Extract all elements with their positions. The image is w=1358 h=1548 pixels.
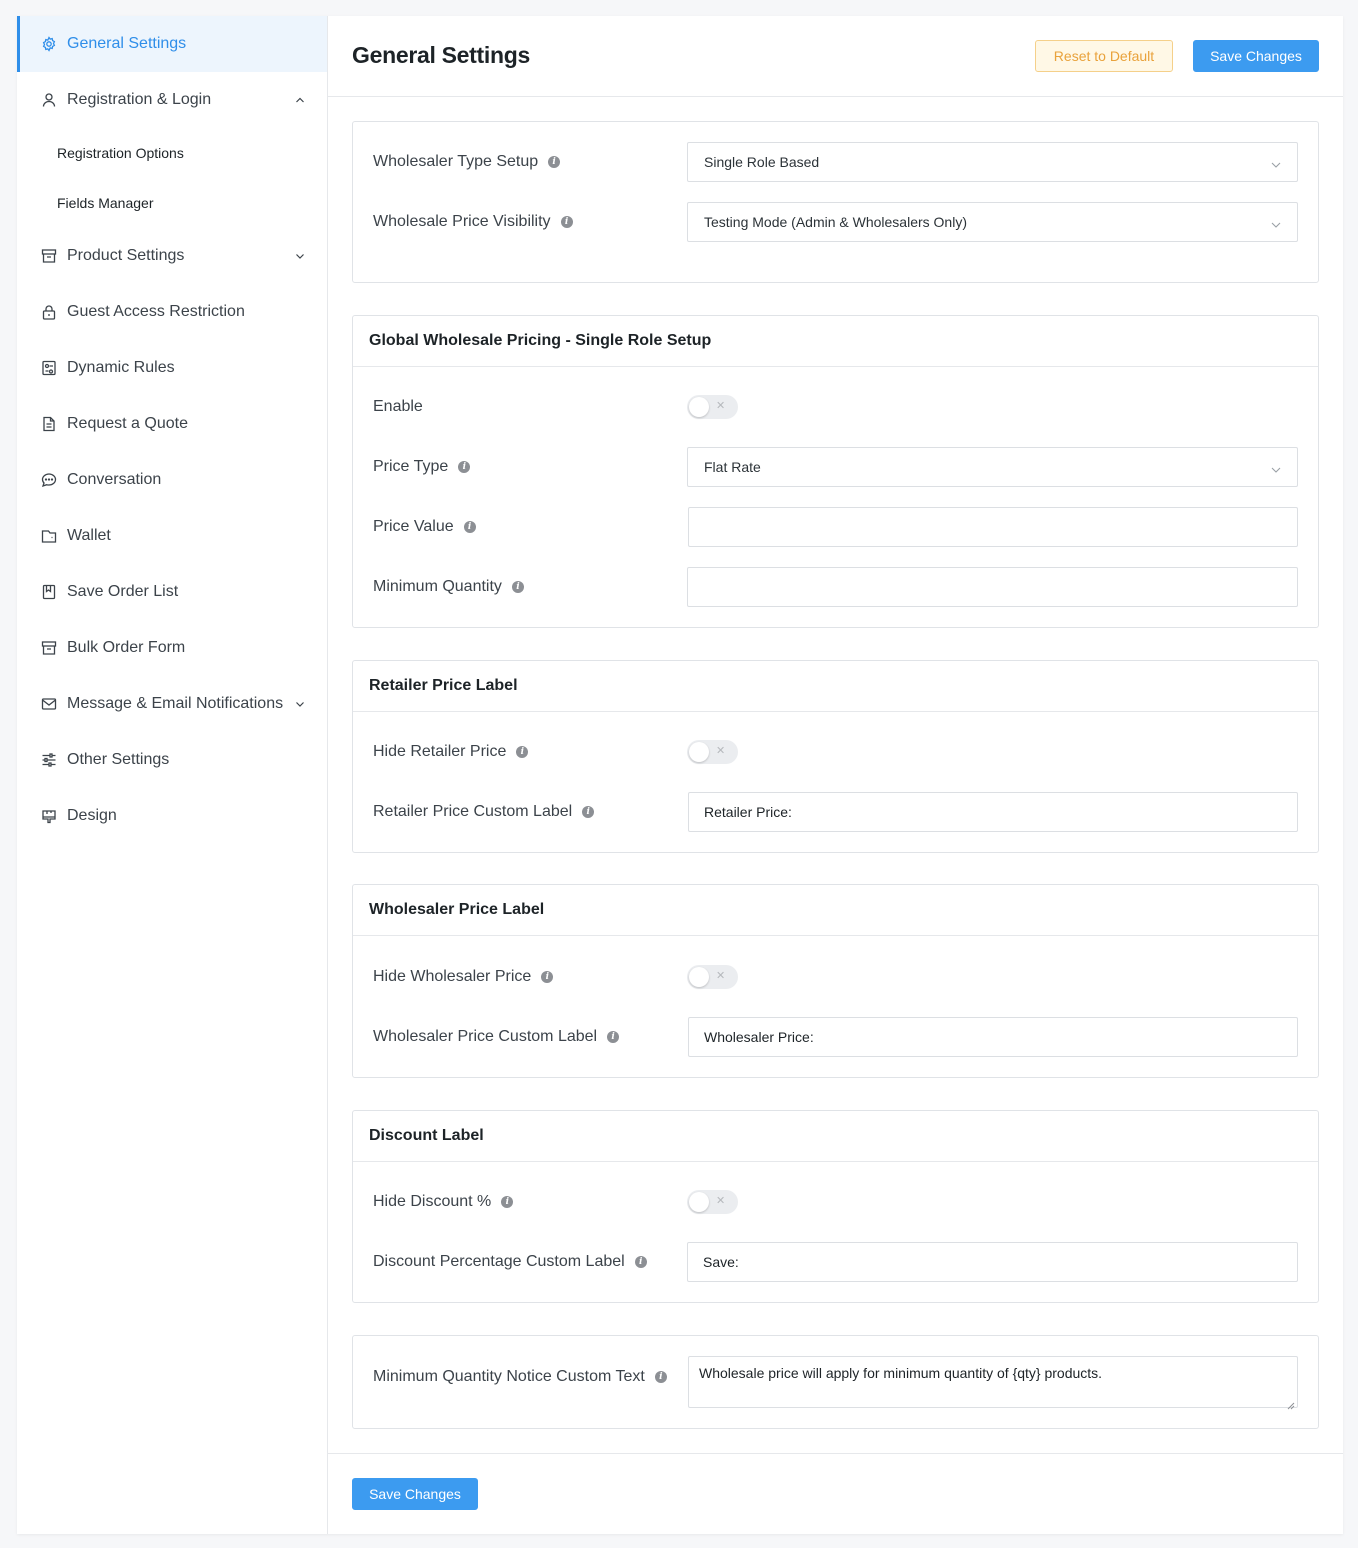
min-qty-notice-label: Minimum Quantity Notice Custom Text [373,1368,645,1385]
sidebar-subitem-fields-manager[interactable]: Fields Manager [57,195,154,211]
sidebar-item-other-settings[interactable] [17,732,327,788]
sidebar-item-guest-access-restriction[interactable] [17,284,327,340]
chat-icon [41,472,57,488]
info-icon[interactable]: i [607,1031,619,1043]
sliders-icon [41,752,57,768]
info-icon[interactable]: i [512,581,524,593]
hide-discount-label: Hide Discount % [373,1193,492,1210]
retailer-custom-input[interactable]: Retailer Price: [688,792,1298,832]
price-value-input[interactable] [688,507,1298,547]
toggle-knob [689,967,709,987]
hide-wholesaler-toggle[interactable] [687,965,738,989]
price-type-label: Price Type [373,458,449,475]
toggle-knob [689,1192,709,1212]
info-icon[interactable]: i [541,971,553,983]
sidebar-item-label: Wallet [67,527,111,544]
discount-custom-label: Discount Percentage Custom Label [373,1253,625,1270]
price-visibility-value: Testing Mode (Admin & Wholesalers Only) [704,214,967,230]
hide-discount-row-label [373,1182,513,1222]
price-value-row-label [373,507,476,547]
info-icon[interactable]: i [635,1256,647,1268]
info-icon[interactable]: i [548,156,560,168]
chevron-down-icon [1271,462,1281,472]
mail-icon [41,696,57,712]
enable-label: Enable [373,398,423,415]
price-visibility-row-label [373,202,573,242]
info-icon[interactable]: i [561,216,573,228]
enable-row-label [373,387,423,427]
close-icon: ✕ [716,1195,726,1207]
sidebar-item-label: Save Order List [67,583,179,600]
brush-icon [41,808,57,824]
wholesaler-label-title: Wholesaler Price Label [353,885,1318,936]
wholesaler-label-card [352,884,1319,1078]
price-value-label: Price Value [373,518,454,535]
rules-icon [41,360,57,376]
footer-divider [328,1453,1343,1454]
close-icon: ✕ [716,970,726,982]
enable-toggle[interactable] [687,395,738,419]
hide-retailer-label: Hide Retailer Price [373,743,507,760]
sidebar-item-general-settings[interactable] [17,16,327,72]
wholesaler-type-select[interactable] [687,142,1298,182]
min-qty-label: Minimum Quantity [373,578,502,595]
reset-to-default-button[interactable]: Reset to Default [1035,40,1173,72]
discount-label-card [352,1110,1319,1303]
sidebar-item-label: Conversation [67,471,162,488]
sidebar-item-label: Request a Quote [67,415,188,432]
min-qty-notice-textarea[interactable] [688,1356,1298,1408]
sidebar-item-bulk-order-form[interactable] [17,620,327,676]
close-icon: ✕ [716,745,726,757]
wholesaler-type-label: Wholesaler Type Setup [373,153,539,170]
box-icon [41,640,57,656]
min-qty-row-label [373,567,524,607]
hide-discount-toggle[interactable] [687,1190,738,1214]
bookmark-icon [41,584,57,600]
hide-wholesaler-row-label [373,957,553,997]
hide-wholesaler-label: Hide Wholesaler Price [373,968,532,985]
save-changes-button[interactable]: Save Changes [1193,40,1319,72]
app-window [17,16,1343,1534]
discount-custom-input[interactable]: Save: [687,1242,1298,1282]
wholesaler-custom-label: Wholesaler Price Custom Label [373,1028,598,1045]
sidebar-item-registration-login[interactable] [17,72,327,128]
document-icon [41,416,57,432]
min-qty-notice-value: Wholesale price will apply for minimum quantity of {qty} products. [699,1365,1103,1381]
type-setup-card [352,121,1319,283]
sidebar [17,16,328,1534]
wholesaler-type-row-label [373,142,560,182]
price-type-select[interactable] [687,447,1298,487]
info-icon[interactable]: i [582,806,594,818]
archive-icon [41,248,57,264]
sidebar-item-request-a-quote[interactable] [17,396,327,452]
sidebar-item-label: Dynamic Rules [67,359,175,376]
lock-icon [41,304,57,320]
price-type-value: Flat Rate [704,459,761,475]
sidebar-item-wallet[interactable] [17,508,327,564]
sidebar-item-label: Registration & Login [67,91,212,108]
chevron-down-icon [1271,157,1281,167]
toggle-knob [689,397,709,417]
sidebar-item-label: Product Settings [67,247,185,264]
price-type-row-label [373,447,470,487]
min-qty-input[interactable] [687,567,1298,607]
sidebar-item-label: Bulk Order Form [67,639,186,656]
resize-handle-icon[interactable] [1287,1397,1295,1405]
info-icon[interactable]: i [464,521,476,533]
sidebar-item-product-settings[interactable] [17,228,327,284]
sidebar-item-save-order-list[interactable] [17,564,327,620]
discount-custom-row-label [373,1242,647,1282]
info-icon[interactable]: i [458,461,470,473]
sidebar-item-label: Message & Email Notifications [67,695,284,712]
sidebar-item-dynamic-rules[interactable] [17,340,327,396]
wholesaler-type-value: Single Role Based [704,154,820,170]
page-title: General Settings [352,42,530,68]
sidebar-item-label: General Settings [67,35,187,52]
retailer-label-card [352,660,1319,853]
sidebar-item-conversation[interactable] [17,452,327,508]
sidebar-item-label: Guest Access Restriction [67,303,245,320]
min-qty-notice-row-label [373,1357,667,1397]
wallet-icon [41,528,57,544]
wholesaler-custom-row-label [373,1017,619,1057]
global-pricing-title: Global Wholesale Pricing - Single Role Setup [353,316,1318,367]
hide-retailer-toggle[interactable] [687,740,738,764]
chevron-up-icon [295,95,305,105]
sidebar-item-label: Design [67,807,117,824]
price-visibility-label: Wholesale Price Visibility [373,213,551,230]
sidebar-item-label: Other Settings [67,751,170,768]
gear-icon [41,36,57,52]
wholesaler-custom-input[interactable]: Wholesaler Price: [688,1017,1298,1057]
info-icon[interactable]: i [655,1371,667,1383]
sidebar-item-design[interactable] [17,788,327,844]
page-header [328,16,1343,97]
discount-label-title: Discount Label [353,1111,1318,1162]
chevron-down-icon [295,699,305,709]
retailer-label-title: Retailer Price Label [353,661,1318,712]
main-content [328,16,1343,1534]
sidebar-subitem-registration-options[interactable]: Registration Options [57,145,184,161]
info-icon[interactable]: i [516,746,528,758]
save-changes-bottom-button[interactable]: Save Changes [352,1478,478,1510]
toggle-knob [689,742,709,762]
retailer-custom-label: Retailer Price Custom Label [373,803,573,820]
price-visibility-select[interactable] [687,202,1298,242]
chevron-down-icon [295,251,305,261]
close-icon: ✕ [716,400,726,412]
hide-retailer-row-label [373,732,528,772]
global-pricing-card [352,315,1319,628]
chevron-down-icon [1271,217,1281,227]
retailer-custom-row-label [373,792,594,832]
min-qty-notice-card [352,1335,1319,1429]
user-icon [41,92,57,108]
info-icon[interactable]: i [501,1196,513,1208]
sidebar-item-message-email-notifications[interactable] [17,676,327,732]
